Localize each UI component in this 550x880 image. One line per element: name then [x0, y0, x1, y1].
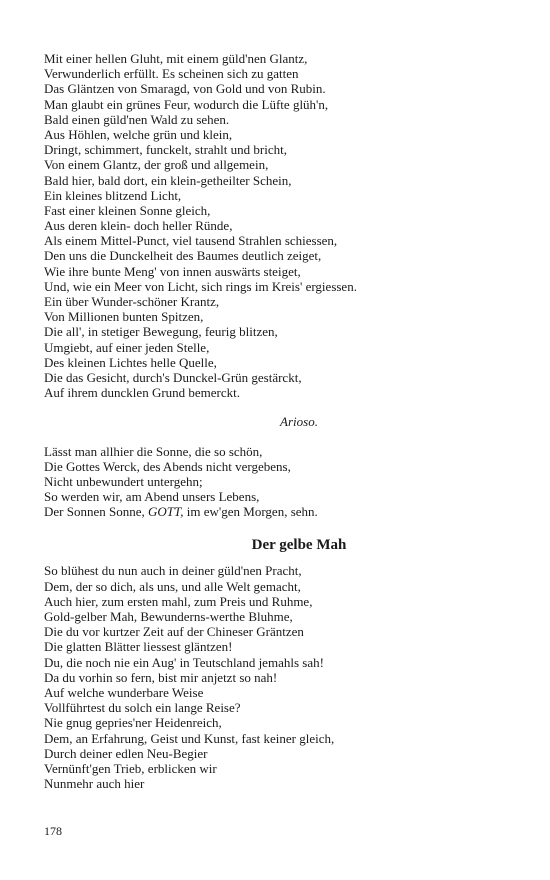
poem-line: Den uns die Dunckelheit des Baumes deutlich zeiget,: [44, 248, 322, 264]
stanza-2: [44, 444, 514, 505]
poem-line: Gold-gelber Mah, Bewunderns-werthe Bluhme,: [44, 609, 293, 625]
poem-line: Nie gnug gepries'ner Heidenreich,: [44, 715, 222, 731]
poem-line: Bald einen güld'nen Wald zu sehen.: [44, 111, 230, 127]
poem-line: Du, die noch nie ein Aug' in Teutschland jemahls sah!: [44, 654, 324, 670]
poem-line: Dringt, schimmert, funckelt, strahlt und bricht,: [44, 142, 287, 158]
poem-line: Dem, der so dich, als uns, und alle Welt gemacht,: [44, 578, 301, 594]
stanza-3: [44, 563, 514, 791]
poem-line: Die das Gesicht, durch's Dunckel-Grün gestärckt,: [44, 369, 302, 385]
poem-line: So blühest du nun auch in deiner güld'nen Pracht,: [44, 563, 302, 579]
poem-line: Bald hier, bald dort, ein klein-getheilter Schein,: [44, 172, 292, 188]
poem-line: Nunmehr auch hier: [44, 776, 145, 792]
spacer: [44, 400, 514, 414]
poem-line: Die du vor kurtzer Zeit auf der Chineser Gräntzen: [44, 624, 304, 640]
poem-line: Auf ihrem duncklen Grund bemerckt.: [44, 385, 241, 401]
poem-line: Die all', in stetiger Bewegung, feurig blitzen,: [44, 324, 278, 340]
arioso-label: Arioso.: [280, 414, 318, 430]
poem-line: Da du vorhin so fern, bist mir anjetzt so nah!: [44, 669, 278, 685]
poem-line: Durch deiner edlen Neu-Begier: [44, 745, 208, 761]
poem-line: Aus deren klein- doch heller Ründe,: [44, 218, 233, 234]
poem-line: Lässt man allhier die Sonne, die so schön,: [44, 443, 263, 459]
poem-line: Verwunderlich erfüllt. Es scheinen sich zu gatten: [44, 66, 299, 82]
poem-line: Auf welche wunderbare Weise: [44, 684, 204, 700]
poem-line: So werden wir, am Abend unsers Lebens,: [44, 489, 260, 505]
page-number: 178: [44, 824, 62, 838]
poem-line: Man glaubt ein grünes Feur, wodurch die Lüfte glüh'n,: [44, 96, 329, 112]
poem-line: Die Gottes Werck, des Abends nicht vergebens,: [44, 458, 291, 474]
poem-line: Umgiebt, auf einer jeden Stelle,: [44, 339, 210, 355]
poem-line: Nicht unbewundert untergehn;: [44, 473, 203, 489]
poem-line: Ein über Wunder-schöner Krantz,: [44, 294, 220, 309]
poem-line: Dem, an Erfahrung, Geist und Kunst, fast keiner gleich,: [44, 730, 335, 746]
stanza-1: [44, 51, 514, 400]
poem-line: Vollführtest du solch ein lange Reise?: [44, 700, 241, 716]
poem-line: Wie ihre bunte Meng' von innen auswärts steiget,: [44, 263, 301, 279]
poem-line: Ein kleines blitzend Licht,: [44, 187, 182, 203]
page-body: [44, 51, 514, 791]
poem-line: Aus Höhlen, welche grün und klein,: [44, 126, 233, 142]
poem-line: Vernünft'gen Trieb, erblicken wir: [44, 760, 217, 776]
poem-line: Von einem Glantz, der groß und allgemein,: [44, 157, 269, 173]
poem-line: Von Millionen bunten Spitzen,: [44, 309, 204, 325]
line-text: im ew'gen Morgen, sehn.: [183, 504, 318, 520]
stanza-2-last-line: [44, 504, 514, 519]
poem-line: Und, wie ein Meer von Licht, sich rings im Kreis' ergiessen.: [44, 278, 357, 294]
poem-line: Des kleinen Lichtes helle Quelle,: [44, 354, 217, 370]
poem-line: Die glatten Blätter liessest gläntzen!: [44, 639, 233, 655]
emphasis-text: GOTT,: [148, 504, 184, 520]
poem-line: Mit einer hellen Gluht, mit einem güld'nen Glantz,: [44, 51, 308, 66]
poem-line: Als einem Mittel-Punct, viel tausend Strahlen schiessen,: [44, 233, 338, 249]
section-heading: Der gelbe Mah: [251, 537, 347, 554]
poem-line: Das Gläntzen von Smaragd, von Gold und von Rubin.: [44, 81, 326, 97]
poem-line: Fast einer kleinen Sonne gleich,: [44, 202, 211, 218]
spacer: [44, 430, 514, 444]
line-text: Der Sonnen Sonne,: [44, 504, 148, 520]
poem-line: Auch hier, zum ersten mahl, zum Preis und Ruhme,: [44, 593, 313, 609]
